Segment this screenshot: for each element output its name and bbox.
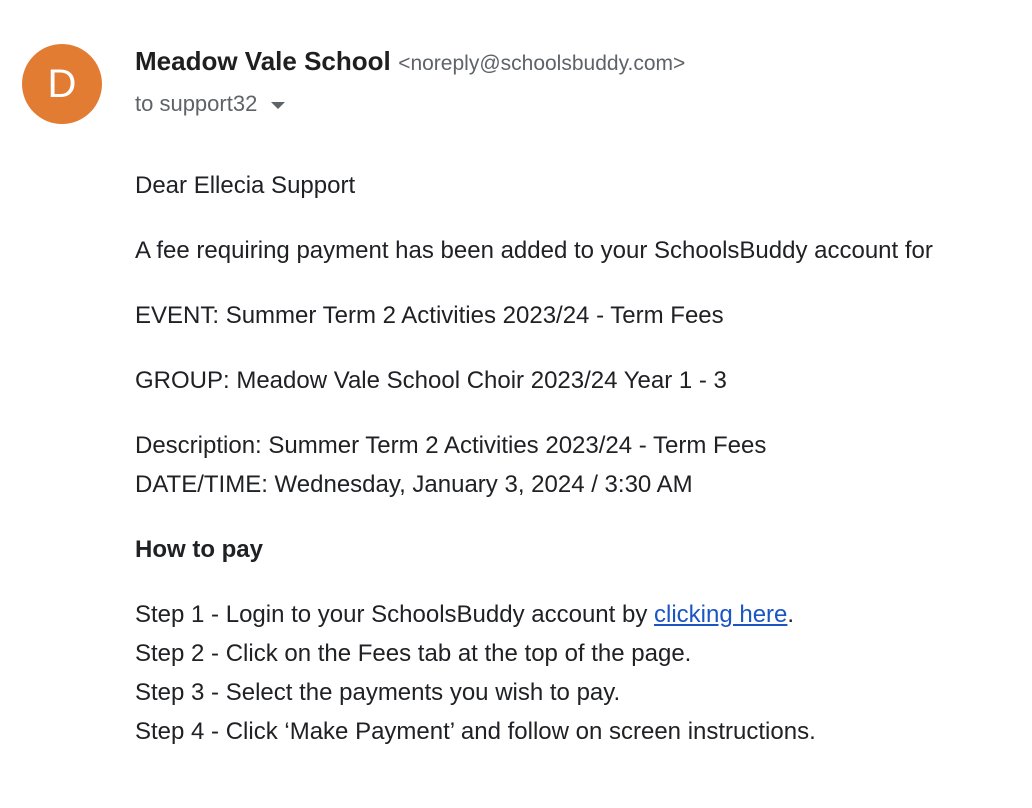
step-1 xyxy=(135,601,794,629)
sender-email: <noreply@schoolsbuddy.com> xyxy=(398,52,686,75)
sender-line xyxy=(135,46,685,77)
show-details-dropdown-icon[interactable] xyxy=(271,102,285,109)
step-2: Step 2 - Click on the Fees tab at the top of the page. xyxy=(135,640,692,667)
step-1-text: Step 1 - Login to your SchoolsBuddy account by xyxy=(135,601,654,628)
description-text: Description: Summer Term 2 Activities 2023/24 - Term Fees xyxy=(135,432,767,459)
event-text: EVENT: Summer Term 2 Activities 2023/24 - Term Fees xyxy=(135,302,724,329)
step-4: Step 4 - Click ‘Make Payment’ and follow on screen instructions. xyxy=(135,718,816,745)
sender-avatar[interactable]: D xyxy=(22,44,102,124)
step-1-suffix: . xyxy=(787,601,795,628)
how-to-pay-heading: How to pay xyxy=(135,536,264,563)
sender-name[interactable]: Meadow Vale School xyxy=(135,46,391,76)
intro-text: A fee requiring payment has been added to your SchoolsBuddy account for xyxy=(135,237,933,264)
greeting-text: Dear Ellecia Support xyxy=(135,172,356,199)
group-text: GROUP: Meadow Vale School Choir 2023/24 Year 1 - 3 xyxy=(135,367,727,394)
datetime-text: DATE/TIME: Wednesday, January 3, 2024 / 3:30 AM xyxy=(135,471,693,498)
recipient-line xyxy=(135,91,285,117)
recipient-label: to support32 xyxy=(135,91,258,116)
step-3: Step 3 - Select the payments you wish to pay. xyxy=(135,679,621,706)
login-link[interactable]: clicking here xyxy=(654,601,788,628)
